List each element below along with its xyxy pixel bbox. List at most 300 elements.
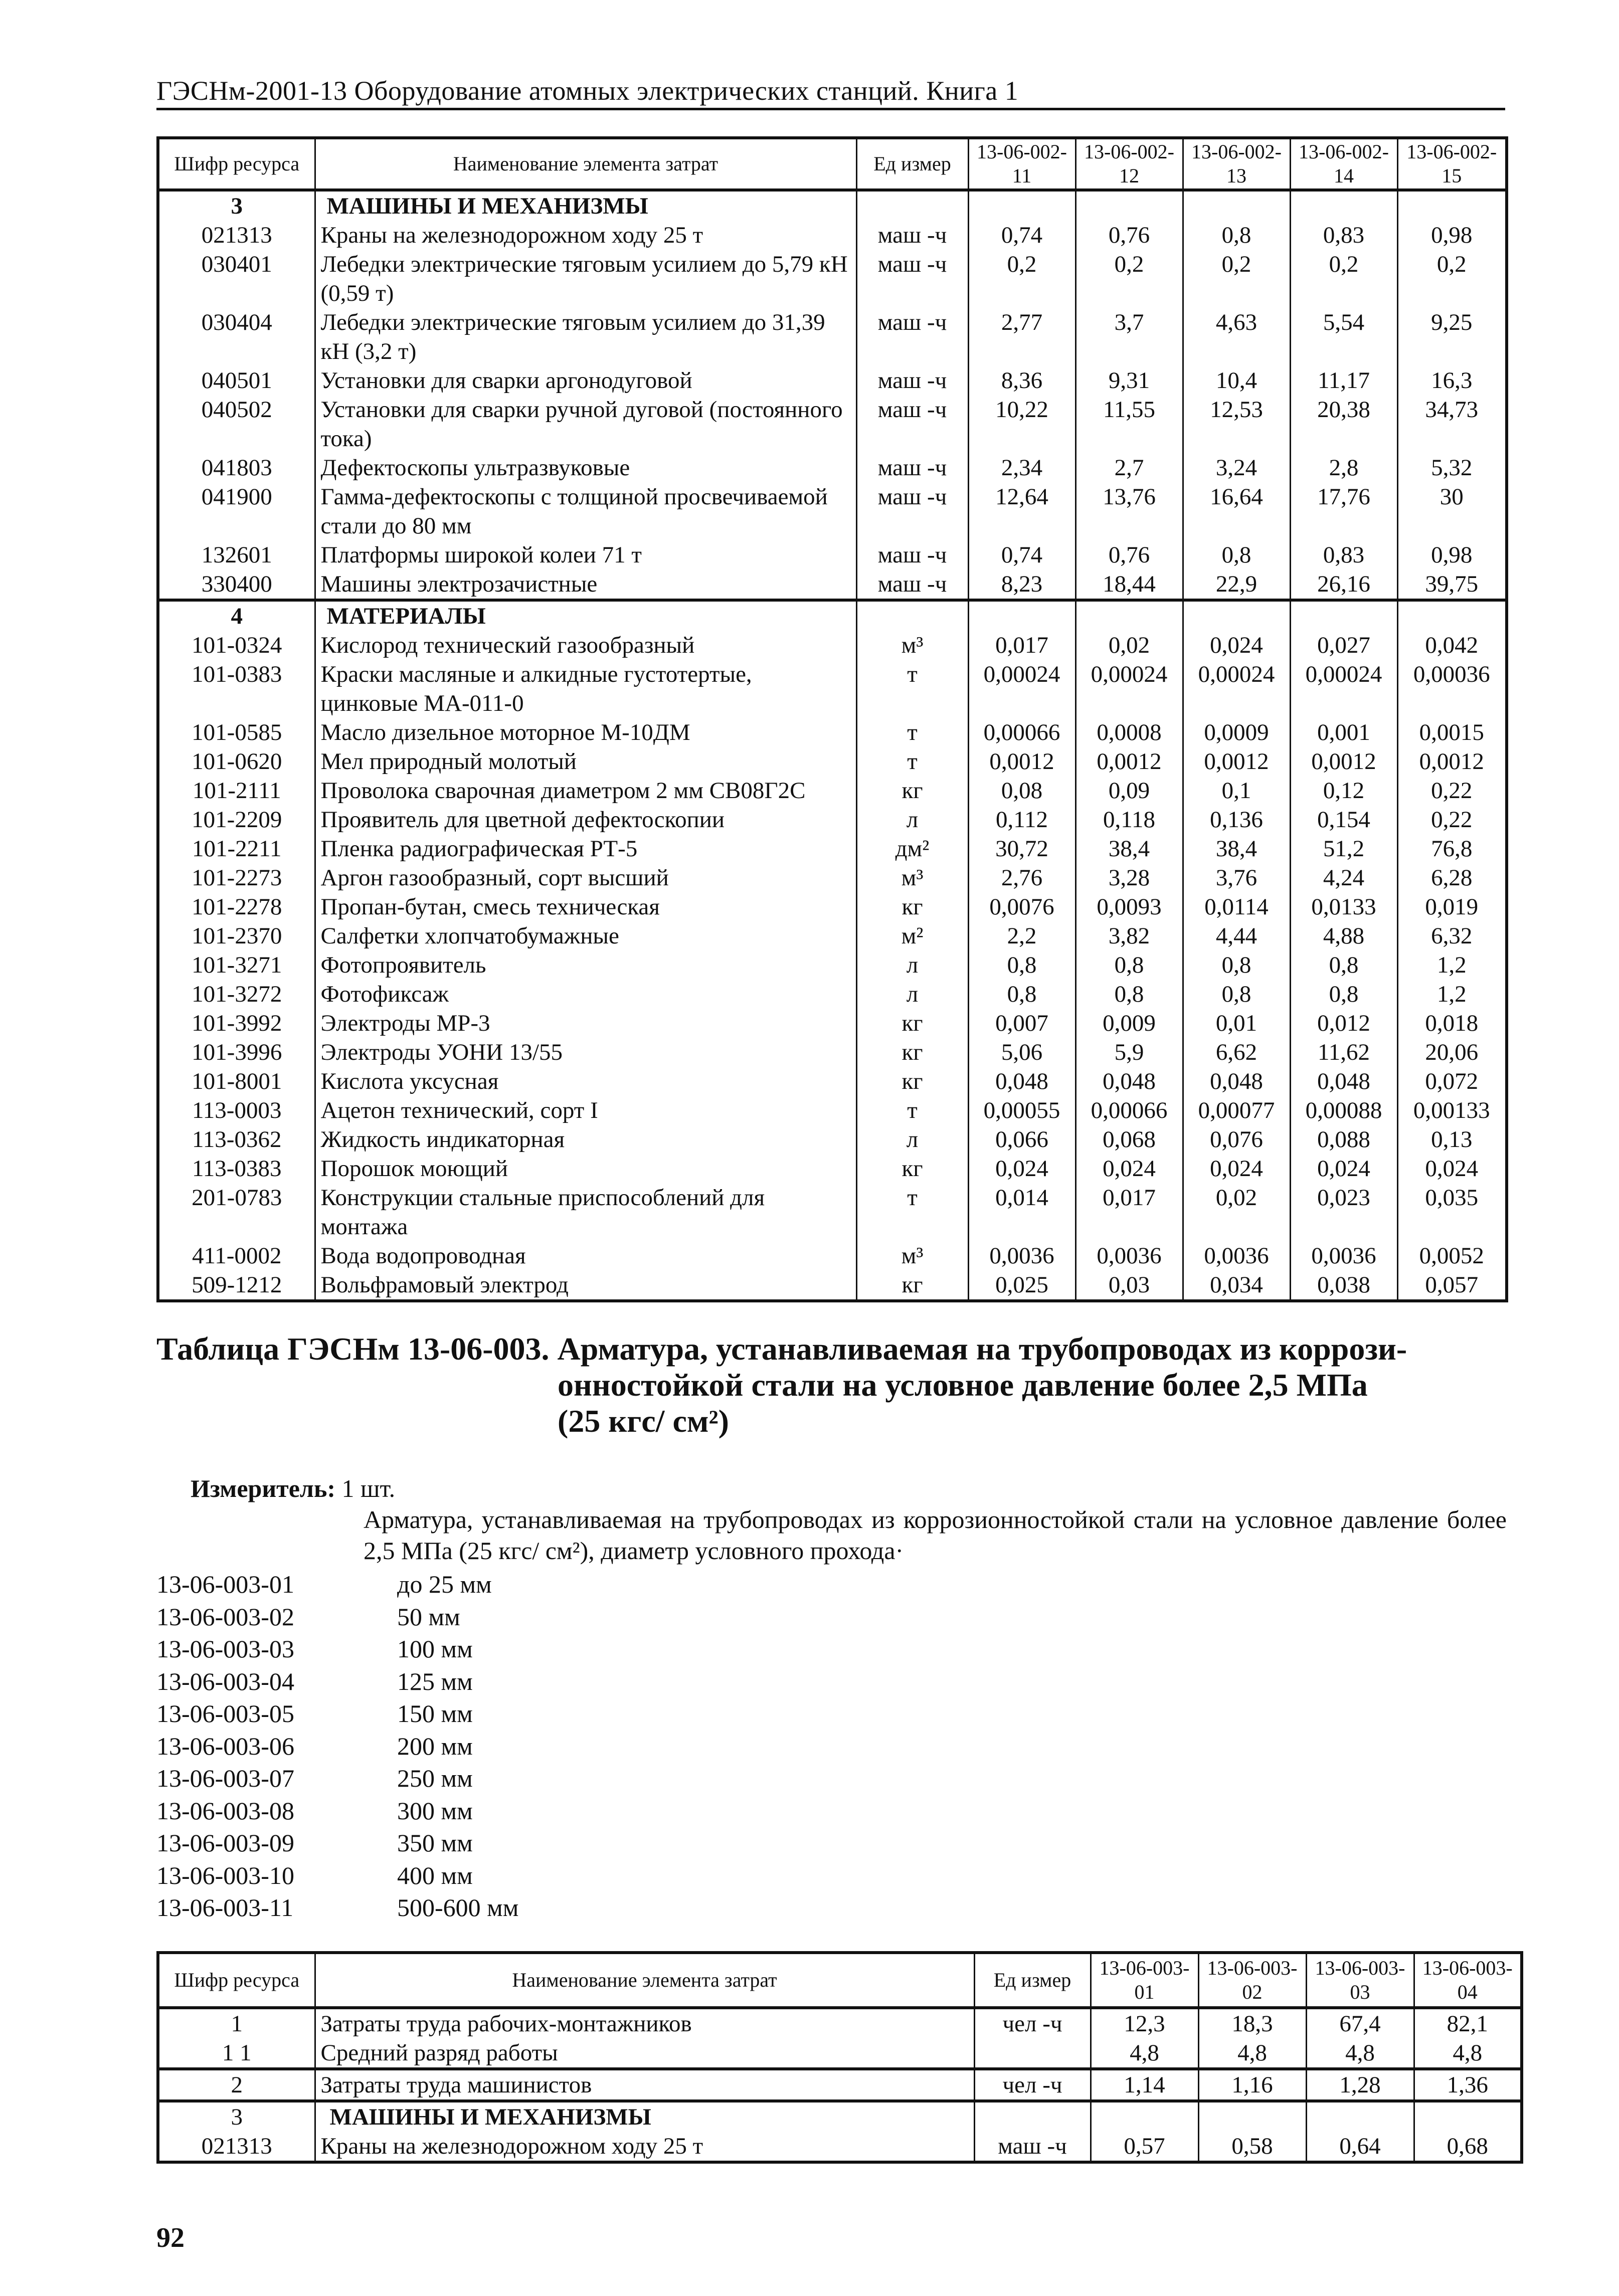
resource-value: 0,048 <box>1075 1067 1183 1096</box>
resource-code: 030401 <box>158 250 315 308</box>
resource-unit: кг <box>856 1009 968 1038</box>
table-title-line3: (25 кгс/ см²) <box>558 1403 729 1439</box>
resource-value: 0,118 <box>1075 805 1183 834</box>
resource-name: Платформы широкой колеи 71 т <box>315 540 856 569</box>
resource-value: 0,00077 <box>1183 1096 1290 1125</box>
resource-code: 101-3272 <box>158 980 315 1009</box>
norm-code-item <box>156 1827 518 1859</box>
resource-name: Аргон газообразный, сорт высший <box>315 863 856 892</box>
resource-value: 0,088 <box>1290 1125 1397 1154</box>
resource-name: Электроды УОНИ 13/55 <box>315 1038 856 1067</box>
resource-value: 1,28 <box>1306 2069 1414 2101</box>
header-code: Шифр ресурса <box>158 1953 315 2008</box>
resource-value: 34,73 <box>1397 395 1507 453</box>
resource-value: 0,98 <box>1397 540 1507 569</box>
resource-unit: маш -ч <box>974 2132 1091 2162</box>
resource-name: Масло дизельное моторное М-10ДМ <box>315 718 856 747</box>
resource-name: Проявитель для цветной дефектоскопии <box>315 805 856 834</box>
resource-name: Краны на железнодорожном ходу 25 т <box>315 221 856 250</box>
resource-value: 6,32 <box>1397 921 1507 950</box>
resource-value <box>1091 2101 1198 2132</box>
resource-value <box>1306 2101 1414 2132</box>
resource-value: 13,76 <box>1075 482 1183 540</box>
header-col: 13-06-002-13 <box>1183 138 1290 190</box>
resource-value: 0,00066 <box>968 718 1075 747</box>
resource-value: 5,54 <box>1290 308 1397 366</box>
resource-value: 0,0036 <box>968 1241 1075 1270</box>
resource-code: 101-2278 <box>158 892 315 921</box>
resource-code: 041900 <box>158 482 315 540</box>
resource-value: 3,24 <box>1183 453 1290 482</box>
resource-name: Затраты труда машинистов <box>315 2069 974 2101</box>
table-row <box>158 1009 1507 1038</box>
table-row <box>158 395 1507 453</box>
resource-unit: м² <box>856 921 968 950</box>
resource-code: 101-0585 <box>158 718 315 747</box>
resource-value: 0,8 <box>1183 221 1290 250</box>
resource-value: 1,2 <box>1397 980 1507 1009</box>
table-row <box>158 453 1507 482</box>
resource-value: 0,0009 <box>1183 718 1290 747</box>
resource-value: 0,0012 <box>968 747 1075 776</box>
table-row <box>158 569 1507 600</box>
resource-value: 0,154 <box>1290 805 1397 834</box>
resource-value: 0,072 <box>1397 1067 1507 1096</box>
resource-code: 030404 <box>158 308 315 366</box>
resource-unit: дм² <box>856 834 968 863</box>
resource-value: 0,00024 <box>1075 660 1183 718</box>
resource-value: 0,112 <box>968 805 1075 834</box>
resource-value: 0,0114 <box>1183 892 1290 921</box>
table-row <box>158 221 1507 250</box>
resource-value: 0,76 <box>1075 540 1183 569</box>
resource-code: 3 <box>158 2101 315 2132</box>
resource-value: 0,025 <box>968 1270 1075 1301</box>
resource-unit: маш -ч <box>856 569 968 600</box>
norm-code-item <box>156 1665 518 1698</box>
resource-value: 0,024 <box>968 1154 1075 1183</box>
resource-value: 0,048 <box>1183 1067 1290 1096</box>
page-number: 92 <box>156 2222 185 2253</box>
resource-value: 20,38 <box>1290 395 1397 453</box>
resource-code: 021313 <box>158 2132 315 2162</box>
resource-value: 0,0036 <box>1183 1241 1290 1270</box>
section-code: 3 <box>158 190 315 221</box>
resource-value: 4,24 <box>1290 863 1397 892</box>
resource-value: 82,1 <box>1414 2008 1522 2038</box>
header-unit: Ед измер <box>974 1953 1091 2008</box>
resource-value: 0,0012 <box>1075 747 1183 776</box>
header-col: 13-06-002-14 <box>1290 138 1397 190</box>
resource-value: 0,1 <box>1183 776 1290 805</box>
resource-unit: т <box>856 1096 968 1125</box>
resource-name: Краски масляные и алкидные густотертые, цинковые МА-011-0 <box>315 660 856 718</box>
resource-unit: маш -ч <box>856 395 968 453</box>
resource-value: 4,8 <box>1198 2038 1306 2069</box>
table-row <box>158 718 1507 747</box>
resource-value: 3,76 <box>1183 863 1290 892</box>
resource-code: 101-0324 <box>158 631 315 660</box>
resource-name: Мел природный молотый <box>315 747 856 776</box>
resource-value: 0,57 <box>1091 2132 1198 2162</box>
resource-value: 0,034 <box>1183 1270 1290 1301</box>
resource-name: Порошок моющий <box>315 1154 856 1183</box>
resource-name: Пропан-бутан, смесь техническая <box>315 892 856 921</box>
resource-value: 22,9 <box>1183 569 1290 600</box>
norm-code: 13-06-003-06 <box>156 1732 294 1760</box>
resource-value: 0,8 <box>968 980 1075 1009</box>
resource-value: 1,14 <box>1091 2069 1198 2101</box>
header-col: 13-06-002-15 <box>1397 138 1507 190</box>
resource-unit: м³ <box>856 631 968 660</box>
resource-code: 101-3271 <box>158 950 315 980</box>
resource-value: 0,8 <box>1290 980 1397 1009</box>
resource-unit <box>974 2038 1091 2069</box>
resource-value: 0,0012 <box>1290 747 1397 776</box>
table-row <box>158 950 1507 980</box>
header-col: 13-06-003-03 <box>1306 1953 1414 2008</box>
resource-value: 10,4 <box>1183 366 1290 395</box>
resource-value: 10,22 <box>968 395 1075 453</box>
resource-value: 0,00088 <box>1290 1096 1397 1125</box>
norm-code-item <box>156 1891 518 1924</box>
table-title-line1: Таблица ГЭСНм 13-06-003. Арматура, устанавливаемая на трубопроводах из коррози- <box>156 1331 1407 1367</box>
resource-value: 4,88 <box>1290 921 1397 950</box>
header-name: Наименование элемента затрат <box>315 1953 974 2008</box>
resource-value: 3,28 <box>1075 863 1183 892</box>
resource-unit: м³ <box>856 863 968 892</box>
section-row <box>158 190 1507 221</box>
resource-unit: чел -ч <box>974 2008 1091 2038</box>
resource-value: 0,8 <box>1183 540 1290 569</box>
resource-value: 0,2 <box>1183 250 1290 308</box>
resource-value: 0,0036 <box>1290 1241 1397 1270</box>
resource-code: 2 <box>158 2069 315 2101</box>
resource-value: 39,75 <box>1397 569 1507 600</box>
resource-value: 38,4 <box>1075 834 1183 863</box>
resource-unit: т <box>856 1183 968 1241</box>
resource-code: 201-0783 <box>158 1183 315 1241</box>
norm-code-item <box>156 1730 518 1763</box>
table-row <box>158 921 1507 950</box>
table-row <box>158 892 1507 921</box>
resource-unit: л <box>856 1125 968 1154</box>
norm-code-item <box>156 1697 518 1730</box>
resource-value: 5,32 <box>1397 453 1507 482</box>
resource-value: 5,06 <box>968 1038 1075 1067</box>
resource-value: 2,77 <box>968 308 1075 366</box>
resource-name: Электроды МР-3 <box>315 1009 856 1038</box>
resource-value: 11,62 <box>1290 1038 1397 1067</box>
resource-value: 30 <box>1397 482 1507 540</box>
resource-code: 040501 <box>158 366 315 395</box>
resource-value: 0,0076 <box>968 892 1075 921</box>
resource-value: 67,4 <box>1306 2008 1414 2038</box>
resource-code: 101-0383 <box>158 660 315 718</box>
resource-value: 0,8 <box>1290 950 1397 980</box>
resource-name: Фотопроявитель <box>315 950 856 980</box>
resource-value: 0,0133 <box>1290 892 1397 921</box>
resource-value: 0,023 <box>1290 1183 1397 1241</box>
resource-value: 0,024 <box>1075 1154 1183 1183</box>
resource-unit: маш -ч <box>856 250 968 308</box>
resource-value: 4,8 <box>1414 2038 1522 2069</box>
resource-value: 0,027 <box>1290 631 1397 660</box>
resource-code: 509-1212 <box>158 1270 315 1301</box>
resource-value: 6,28 <box>1397 863 1507 892</box>
table-row <box>158 1241 1507 1270</box>
resource-name: Пленка радиографическая РТ-5 <box>315 834 856 863</box>
resource-table-13-06-003 <box>156 1951 1523 2164</box>
table-row <box>158 1096 1507 1125</box>
resource-value: 11,17 <box>1290 366 1397 395</box>
table-row <box>158 660 1507 718</box>
resource-value: 5,9 <box>1075 1038 1183 1067</box>
norm-code: 13-06-003-11 <box>156 1893 294 1922</box>
resource-value: 8,23 <box>968 569 1075 600</box>
header-rule <box>156 108 1505 110</box>
resource-name: Вода водопроводная <box>315 1241 856 1270</box>
table-row <box>158 1067 1507 1096</box>
resource-value: 0,22 <box>1397 805 1507 834</box>
resource-value: 0,024 <box>1183 631 1290 660</box>
resource-value: 2,76 <box>968 863 1075 892</box>
resource-value: 6,62 <box>1183 1038 1290 1067</box>
resource-value: 0,8 <box>968 950 1075 980</box>
resource-unit: маш -ч <box>856 453 968 482</box>
resource-value: 4,44 <box>1183 921 1290 950</box>
resource-value: 0,02 <box>1075 631 1183 660</box>
resource-name: Проволока сварочная диаметром 2 мм СВ08Г2С <box>315 776 856 805</box>
resource-code: 330400 <box>158 569 315 600</box>
resource-value: 9,31 <box>1075 366 1183 395</box>
norm-code: 13-06-003-02 <box>156 1602 294 1631</box>
resource-unit: т <box>856 747 968 776</box>
norm-code-label: 350 мм <box>397 1829 473 1857</box>
norm-code: 13-06-003-09 <box>156 1829 294 1857</box>
resource-value: 0,13 <box>1397 1125 1507 1154</box>
resource-value: 0,83 <box>1290 540 1397 569</box>
table-row <box>158 2132 1522 2162</box>
norm-codes-list <box>156 1568 518 1924</box>
resource-value: 0,83 <box>1290 221 1397 250</box>
resource-value: 16,3 <box>1397 366 1507 395</box>
resource-unit: кг <box>856 1038 968 1067</box>
norm-code-item <box>156 1859 518 1892</box>
resource-unit: т <box>856 718 968 747</box>
resource-table-13-06-002 <box>156 136 1508 1302</box>
norm-code-label: 250 мм <box>397 1764 473 1792</box>
resource-value: 0,0052 <box>1397 1241 1507 1270</box>
resource-code: 1 <box>158 2008 315 2038</box>
resource-value: 0,024 <box>1290 1154 1397 1183</box>
norm-code-label: 150 мм <box>397 1699 473 1728</box>
resource-name: Вольфрамовый электрод <box>315 1270 856 1301</box>
norm-code: 13-06-003-07 <box>156 1764 294 1792</box>
resource-name: Средний разряд работы <box>315 2038 974 2069</box>
resource-value: 0,8 <box>1183 950 1290 980</box>
resource-value: 0,068 <box>1075 1125 1183 1154</box>
resource-name: Машины электрозачистные <box>315 569 856 600</box>
header-col: 13-06-002-12 <box>1075 138 1183 190</box>
resource-value: 2,34 <box>968 453 1075 482</box>
resource-value: 0,03 <box>1075 1270 1183 1301</box>
resource-value: 11,55 <box>1075 395 1183 453</box>
resource-value: 0,2 <box>1397 250 1507 308</box>
norm-code-label: 100 мм <box>397 1635 473 1663</box>
resource-unit: маш -ч <box>856 366 968 395</box>
resource-name: МАШИНЫ И МЕХАНИЗМЫ <box>315 2101 974 2132</box>
resource-name: Дефектоскопы ультразвуковые <box>315 453 856 482</box>
norm-code: 13-06-003-04 <box>156 1667 294 1695</box>
section-code: 4 <box>158 600 315 631</box>
resource-value: 0,042 <box>1397 631 1507 660</box>
resource-unit: маш -ч <box>856 482 968 540</box>
table-row <box>158 747 1507 776</box>
resource-name: Ацетон технический, сорт I <box>315 1096 856 1125</box>
table-row <box>158 805 1507 834</box>
resource-value: 3,82 <box>1075 921 1183 950</box>
header-unit: Ед измер <box>856 138 968 190</box>
table-description: Арматура, устанавливаемая на трубопроводах из коррозионностойкой стали на условное давление более 2,5 МПа (25 кгс/ см²), диаметр условного прохода· <box>364 1505 1507 1565</box>
resource-value: 0,012 <box>1290 1009 1397 1038</box>
norm-code-item <box>156 1633 518 1665</box>
header-col: 13-06-003-01 <box>1091 1953 1198 2008</box>
resource-code: 041803 <box>158 453 315 482</box>
resource-unit: т <box>856 660 968 718</box>
resource-value: 0,2 <box>1075 250 1183 308</box>
norm-code-label: 50 мм <box>397 1602 460 1631</box>
table-row <box>158 980 1507 1009</box>
resource-value: 0,024 <box>1183 1154 1290 1183</box>
resource-value: 0,0012 <box>1397 747 1507 776</box>
resource-name: Жидкость индикаторная <box>315 1125 856 1154</box>
resource-unit: маш -ч <box>856 308 968 366</box>
table-row <box>158 2038 1522 2069</box>
header-col: 13-06-002-11 <box>968 138 1075 190</box>
resource-value: 20,06 <box>1397 1038 1507 1067</box>
resource-value: 4,63 <box>1183 308 1290 366</box>
resource-value: 0,00036 <box>1397 660 1507 718</box>
table-row <box>158 250 1507 308</box>
section-title: МАТЕРИАЛЫ <box>315 600 856 631</box>
resource-unit: л <box>856 980 968 1009</box>
resource-value: 0,017 <box>1075 1183 1183 1241</box>
resource-value: 1,16 <box>1198 2069 1306 2101</box>
resource-value: 0,00133 <box>1397 1096 1507 1125</box>
resource-value: 30,72 <box>968 834 1075 863</box>
resource-value: 0,007 <box>968 1009 1075 1038</box>
resource-value: 0,12 <box>1290 776 1397 805</box>
resource-name: Фотофиксаж <box>315 980 856 1009</box>
norm-code-label: до 25 мм <box>397 1570 492 1598</box>
norm-code-label: 500-600 мм <box>397 1893 519 1922</box>
resource-value: 0,98 <box>1397 221 1507 250</box>
resource-code: 101-2209 <box>158 805 315 834</box>
resource-value: 17,76 <box>1290 482 1397 540</box>
resource-unit: м³ <box>856 1241 968 1270</box>
table-row <box>158 1154 1507 1183</box>
resource-value: 0,02 <box>1183 1183 1290 1241</box>
resource-value: 0,014 <box>968 1183 1075 1241</box>
resource-value: 0,74 <box>968 540 1075 569</box>
resource-value: 0,8 <box>1075 980 1183 1009</box>
measure-unit <box>191 1474 395 1503</box>
resource-code: 113-0362 <box>158 1125 315 1154</box>
resource-code: 132601 <box>158 540 315 569</box>
resource-value: 1,2 <box>1397 950 1507 980</box>
table-row <box>158 631 1507 660</box>
resource-value: 0,2 <box>968 250 1075 308</box>
resource-value: 0,057 <box>1397 1270 1507 1301</box>
resource-code: 101-2111 <box>158 776 315 805</box>
resource-value: 0,076 <box>1183 1125 1290 1154</box>
resource-code: 411-0002 <box>158 1241 315 1270</box>
resource-value: 2,8 <box>1290 453 1397 482</box>
resource-value: 0,001 <box>1290 718 1397 747</box>
resource-value <box>1414 2101 1522 2132</box>
resource-value: 0,8 <box>1075 950 1183 980</box>
resource-code: 021313 <box>158 221 315 250</box>
resource-value: 18,3 <box>1198 2008 1306 2038</box>
table-row <box>158 1038 1507 1067</box>
resource-value: 12,64 <box>968 482 1075 540</box>
resource-value: 0,019 <box>1397 892 1507 921</box>
resource-code: 113-0383 <box>158 1154 315 1183</box>
resource-unit: маш -ч <box>856 221 968 250</box>
resource-value: 0,136 <box>1183 805 1290 834</box>
norm-code-item <box>156 1601 518 1633</box>
resource-code: 113-0003 <box>158 1096 315 1125</box>
resource-code: 101-2273 <box>158 863 315 892</box>
header-code: Шифр ресурса <box>158 138 315 190</box>
resource-unit: маш -ч <box>856 540 968 569</box>
table-row <box>158 2069 1522 2101</box>
resource-value: 0,0036 <box>1075 1241 1183 1270</box>
resource-code: 101-3996 <box>158 1038 315 1067</box>
resource-value: 0,017 <box>968 631 1075 660</box>
resource-unit: кг <box>856 892 968 921</box>
table-row <box>158 863 1507 892</box>
running-header: ГЭСНм-2001-13 Оборудование атомных электрических станций. Книга 1 <box>156 76 1019 106</box>
resource-value: 0,00024 <box>1183 660 1290 718</box>
norm-code: 13-06-003-05 <box>156 1699 294 1728</box>
resource-value: 12,3 <box>1091 2008 1198 2038</box>
resource-value: 0,22 <box>1397 776 1507 805</box>
resource-unit <box>974 2101 1091 2132</box>
resource-value: 38,4 <box>1183 834 1290 863</box>
resource-value: 16,64 <box>1183 482 1290 540</box>
resource-value: 51,2 <box>1290 834 1397 863</box>
resource-value: 0,00066 <box>1075 1096 1183 1125</box>
table-row <box>158 308 1507 366</box>
table-title <box>156 1331 1510 1439</box>
resource-value: 0,0012 <box>1183 747 1290 776</box>
resource-value: 0,00024 <box>968 660 1075 718</box>
resource-code: 101-3992 <box>158 1009 315 1038</box>
resource-value: 3,7 <box>1075 308 1183 366</box>
resource-value: 0,0015 <box>1397 718 1507 747</box>
resource-value: 0,024 <box>1397 1154 1507 1183</box>
resource-value: 0,035 <box>1397 1183 1507 1241</box>
header-col: 13-06-003-02 <box>1198 1953 1306 2008</box>
table-row <box>158 2008 1522 2038</box>
resource-value: 0,01 <box>1183 1009 1290 1038</box>
table-row <box>158 776 1507 805</box>
resource-value: 2,7 <box>1075 453 1183 482</box>
resource-value: 76,8 <box>1397 834 1507 863</box>
resource-name: Установки для сварки ручной дуговой (постоянного тока) <box>315 395 856 453</box>
